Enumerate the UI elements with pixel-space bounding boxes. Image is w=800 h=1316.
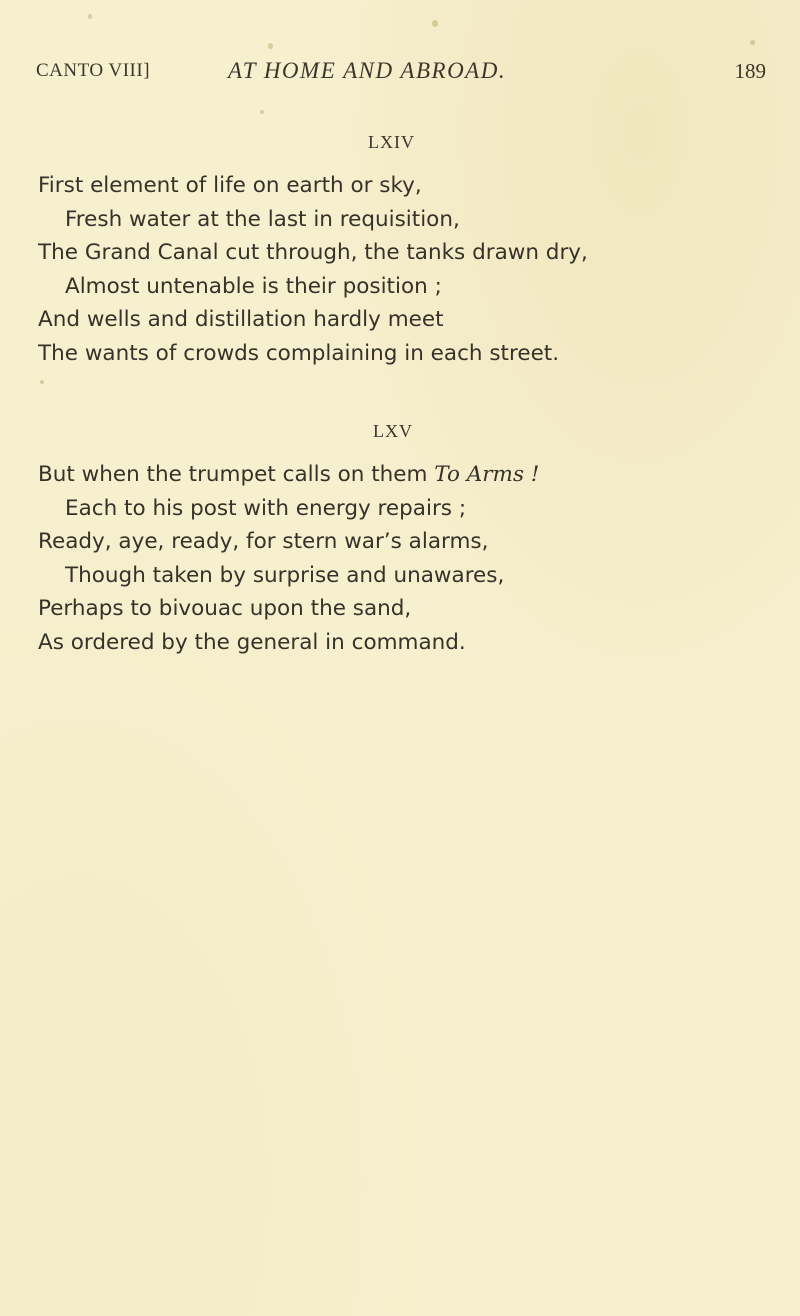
verse-line: Fresh water at the last in requisition, bbox=[65, 206, 460, 232]
paper-speck bbox=[432, 20, 438, 27]
verse-line bbox=[38, 458, 778, 492]
verse-line: Ready, aye, ready, for stern war’s alarms, bbox=[38, 529, 489, 554]
stanza bbox=[38, 458, 778, 659]
verse-line: The wants of crowds complaining in each street. bbox=[38, 340, 560, 366]
paper-speck bbox=[260, 110, 264, 114]
verse-line: Perhaps to bivouac upon the sand, bbox=[38, 596, 412, 621]
stanza bbox=[38, 169, 778, 370]
verse-line: As ordered by the general in command. bbox=[38, 629, 466, 655]
verse-text: But when the trumpet calls on them bbox=[38, 462, 435, 487]
page-number: 189 bbox=[734, 59, 766, 83]
italic-phrase: To Arms ! bbox=[434, 462, 540, 487]
verse-line: Almost untenable is their position ; bbox=[65, 273, 442, 299]
verse-line: First element of life on earth or sky, bbox=[38, 173, 422, 198]
verse-line: Though taken by surprise and unawares, bbox=[65, 562, 505, 588]
verse-line: And wells and distillation hardly meet bbox=[38, 307, 444, 332]
paper-speck bbox=[750, 40, 755, 45]
paper-speck bbox=[268, 43, 273, 49]
running-title: AT HOME AND ABROAD. bbox=[228, 58, 507, 83]
running-header bbox=[36, 58, 766, 88]
stanza-number: LXV bbox=[373, 421, 413, 441]
verse-line: Each to his post with energy repairs ; bbox=[65, 495, 467, 521]
paper-speck bbox=[40, 380, 44, 384]
verse-line: The Grand Canal cut through, the tanks drawn dry, bbox=[38, 240, 588, 265]
stanza-number: LXIV bbox=[368, 132, 415, 152]
paper-speck bbox=[88, 14, 92, 19]
canto-label: CANTO VIII] bbox=[36, 60, 151, 81]
